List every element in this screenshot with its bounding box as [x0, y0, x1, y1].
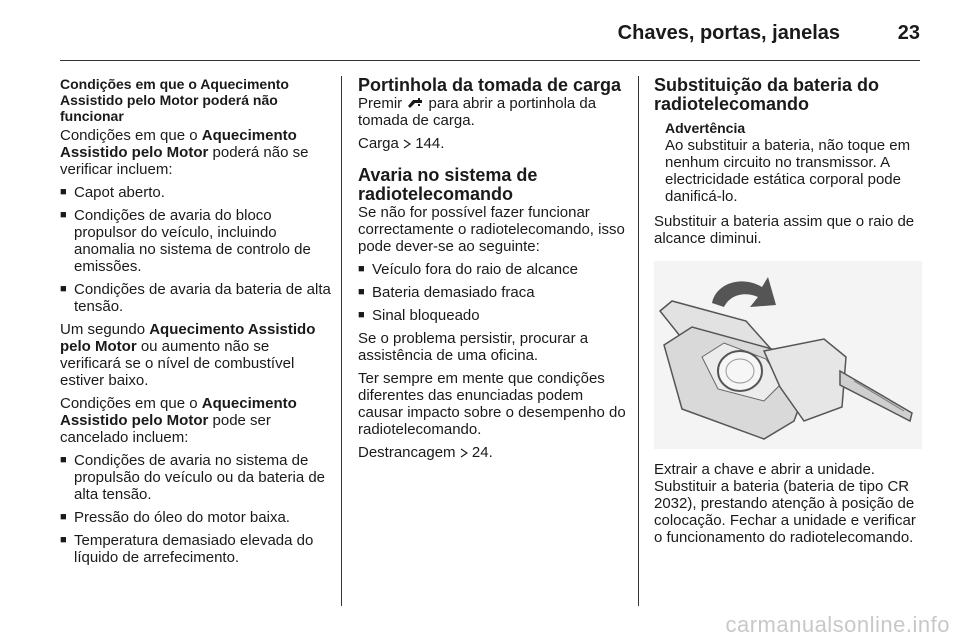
page-reference: 144. — [415, 135, 445, 152]
list-item — [60, 281, 332, 315]
text: Condições em que o — [60, 127, 202, 144]
header-rule — [60, 60, 920, 61]
text: Condições em que o — [60, 395, 202, 412]
bullet-icon: ■ — [60, 283, 67, 295]
list-item-text: Sinal bloqueado — [372, 307, 480, 324]
section-heading: Condições em que o Aquecimento Assistido pelo Motor poderá não funcionar — [60, 76, 289, 124]
list-item — [358, 261, 628, 278]
bullet-icon: ■ — [60, 209, 67, 221]
paragraph — [358, 95, 628, 129]
list-item-text: Pressão do óleo do motor baixa. — [74, 509, 290, 526]
list-item — [60, 207, 332, 275]
column-right — [654, 76, 922, 552]
list-item — [60, 184, 332, 201]
text: Premir — [358, 95, 407, 112]
paragraph — [60, 321, 332, 389]
list-item-text: Condições de avaria da bateria de alta tensão. — [74, 281, 331, 315]
warning-box — [654, 120, 922, 205]
list-item-text: Bateria demasiado fraca — [372, 284, 535, 301]
watermark: carmanualsonline.info — [725, 612, 950, 637]
column-divider — [638, 76, 639, 606]
page-reference-icon — [403, 139, 411, 149]
text: pode ser cancelado incluem: — [60, 412, 271, 446]
list-item — [60, 532, 332, 566]
paragraph: Se não for possível fazer funcionar correctamente o radiotelecomando, isso pode dever-se ao seguinte: — [358, 204, 625, 255]
bullet-icon: ■ — [358, 286, 365, 298]
page-reference-icon — [460, 448, 468, 458]
paragraph — [358, 444, 628, 461]
paragraph — [358, 135, 628, 152]
list-item-text: Veículo fora do raio de alcance — [372, 261, 578, 278]
paragraph: Ter sempre em mente que condições diferentes das enunciadas podem causar impacto sobre o desempenho do radiotelecomando. — [358, 370, 626, 438]
column-middle — [358, 76, 628, 467]
list-item-text: Temperatura demasiado elevada do líquido de arrefecimento. — [74, 532, 314, 566]
text: Carga — [358, 135, 404, 152]
bullet-icon: ■ — [60, 534, 67, 546]
bullet-list — [60, 452, 332, 566]
page-header — [0, 0, 960, 60]
text: poderá não se verificar incluem: — [60, 144, 309, 178]
bullet-list — [358, 261, 628, 324]
list-item — [358, 307, 628, 324]
page-reference: 24. — [471, 444, 493, 461]
list-item-text: Condições de avaria do bloco propulsor do veículo, incluindo anomalia no sistema de controlo de emissões. — [74, 207, 311, 275]
bullet-icon: ■ — [358, 309, 365, 321]
section-heading: Avaria no sistema de radiotelecomando — [358, 165, 538, 204]
list-item-text: Capot aberto. — [74, 184, 165, 201]
bullet-list — [60, 184, 332, 315]
section-heading: Portinhola da tomada de carga — [358, 75, 622, 95]
bullet-icon: ■ — [358, 263, 365, 275]
list-item — [60, 452, 332, 503]
text: Um segundo — [60, 321, 150, 338]
section-heading: Substituição da bateria do radiotelecomando — [654, 75, 880, 114]
header-title: Chaves, portas, janelas — [617, 22, 840, 44]
list-item — [60, 509, 332, 526]
bullet-icon: ■ — [60, 186, 67, 198]
text: Destrancagem — [358, 444, 460, 461]
bullet-icon: ■ — [60, 511, 67, 523]
charge-port-icon — [406, 97, 424, 109]
key-battery-illustration — [654, 261, 922, 449]
paragraph — [60, 127, 332, 178]
text: ou aumento não se verificará se o nível de combustível estiver baixo. — [60, 338, 295, 389]
text: para abrir a portinhola da tomada de carga. — [358, 95, 597, 129]
column-divider — [341, 76, 342, 606]
paragraph: Extrair a chave e abrir a unidade. Substituir a bateria (bateria de tipo CR 2032), prestando atenção à posição de colocação. Fechar a unidade e verificar o funcionamento do radiotelecomando. — [654, 461, 916, 546]
warning-text: Ao substituir a bateria, não toque em nenhum circuito no transmissor. A electricidade estática corporal pode danificá-lo. — [665, 137, 911, 205]
paragraph: Substituir a bateria assim que o raio de alcance diminui. — [654, 213, 915, 247]
emphasis: Aquecimento Assistido pelo Motor — [60, 321, 316, 355]
column-left — [60, 76, 332, 572]
page-number: 23 — [897, 22, 920, 44]
warning-title: Advertência — [665, 120, 746, 136]
list-item — [358, 284, 628, 301]
paragraph — [60, 395, 332, 446]
bullet-icon: ■ — [60, 454, 67, 466]
key-fob-drawing — [654, 261, 922, 449]
emphasis: Aquecimento Assistido pelo Motor — [60, 395, 297, 429]
paragraph: Se o problema persistir, procurar a assistência de uma oficina. — [358, 330, 589, 364]
emphasis: Aquecimento Assistido pelo Motor — [60, 127, 297, 161]
list-item-text: Condições de avaria no sistema de propulsão do veículo ou da bateria de alta tensão. — [74, 452, 326, 503]
